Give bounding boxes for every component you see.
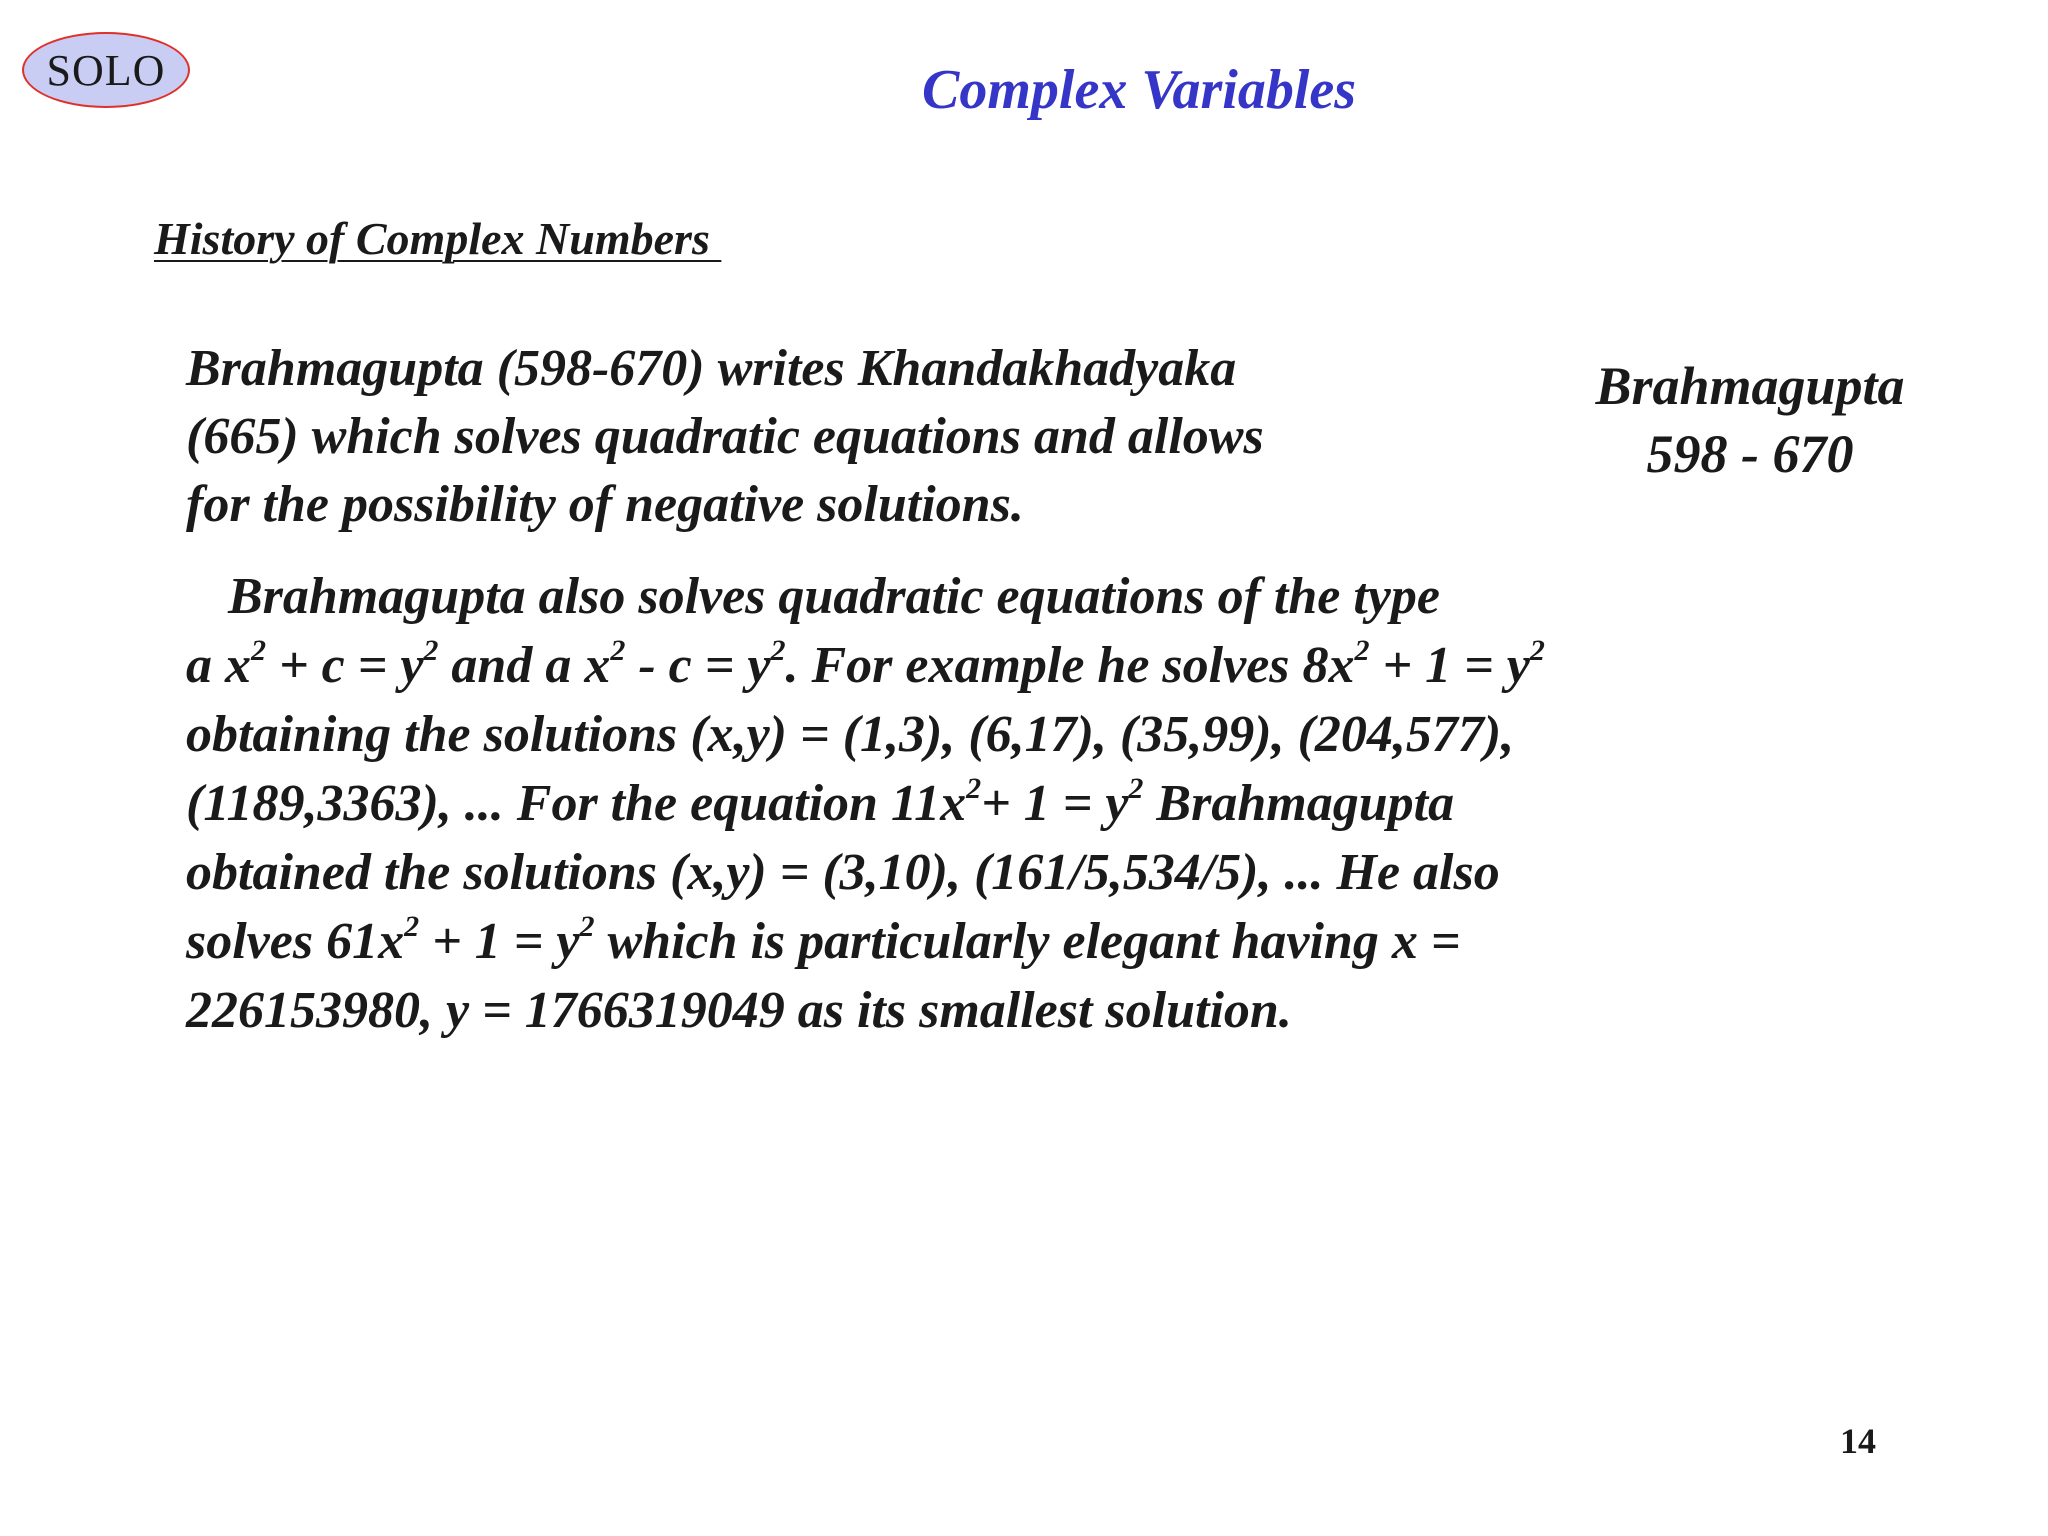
text-run: (1189,3363), ... For the equation 11x — [186, 775, 967, 832]
body-line — [186, 769, 1746, 838]
page-number: 14 — [1840, 1421, 1876, 1461]
superscript: 2 — [966, 772, 982, 805]
portrait-caption — [1560, 352, 1940, 488]
superscript: 2 — [579, 910, 595, 943]
body-line — [186, 631, 1746, 700]
text-run: . For example he solves 8x — [785, 637, 1355, 694]
body-line: obtaining the solutions (x,y) = (1,3), (6,17), (35,99), (204,577), — [186, 706, 1515, 763]
body-paragraph — [186, 562, 1746, 1045]
text-run: + 1 = y — [419, 913, 580, 970]
intro-line: (665) which solves quadratic equations and allows — [186, 408, 1264, 465]
intro-paragraph — [186, 335, 1416, 539]
text-run: solves 61x — [186, 913, 405, 970]
superscript: 2 — [1354, 634, 1370, 667]
superscript: 2 — [770, 634, 786, 667]
portrait-years: 598 - 670 — [1646, 424, 1854, 484]
text-run: + c = y — [266, 637, 424, 694]
intro-line: for the possibility of negative solutions. — [186, 476, 1024, 533]
superscript: 2 — [1529, 634, 1545, 667]
superscript: 2 — [423, 634, 439, 667]
text-run: + 1 = y — [981, 775, 1129, 832]
intro-line: Brahmagupta (598-670) writes Khandakhadyaka — [186, 340, 1237, 397]
superscript: 2 — [404, 910, 420, 943]
superscript: 2 — [610, 634, 626, 667]
body-line — [186, 907, 1746, 976]
body-line: 226153980, y = 1766319049 as its smallest solution. — [186, 982, 1292, 1039]
solo-badge — [22, 32, 190, 108]
body-line: Brahmagupta also solves quadratic equations of the type — [228, 568, 1440, 625]
solo-badge-label: SOLO — [46, 45, 166, 95]
text-run: + 1 = y — [1369, 637, 1530, 694]
text-run: Brahmagupta — [1143, 775, 1455, 832]
portrait-name: Brahmagupta — [1595, 356, 1905, 416]
text-run: and a x — [438, 637, 611, 694]
text-run: a x — [186, 637, 251, 694]
section-heading: History of Complex Numbers — [154, 213, 722, 264]
text-run: which is particularly elegant having x = — [594, 913, 1461, 970]
superscript: 2 — [1128, 772, 1144, 805]
text-run: - c = y — [625, 637, 771, 694]
body-line: obtained the solutions (x,y) = (3,10), (161/5,534/5), ... He also — [186, 844, 1500, 901]
superscript: 2 — [251, 634, 266, 667]
slide-title: Complex Variables — [922, 59, 1357, 121]
